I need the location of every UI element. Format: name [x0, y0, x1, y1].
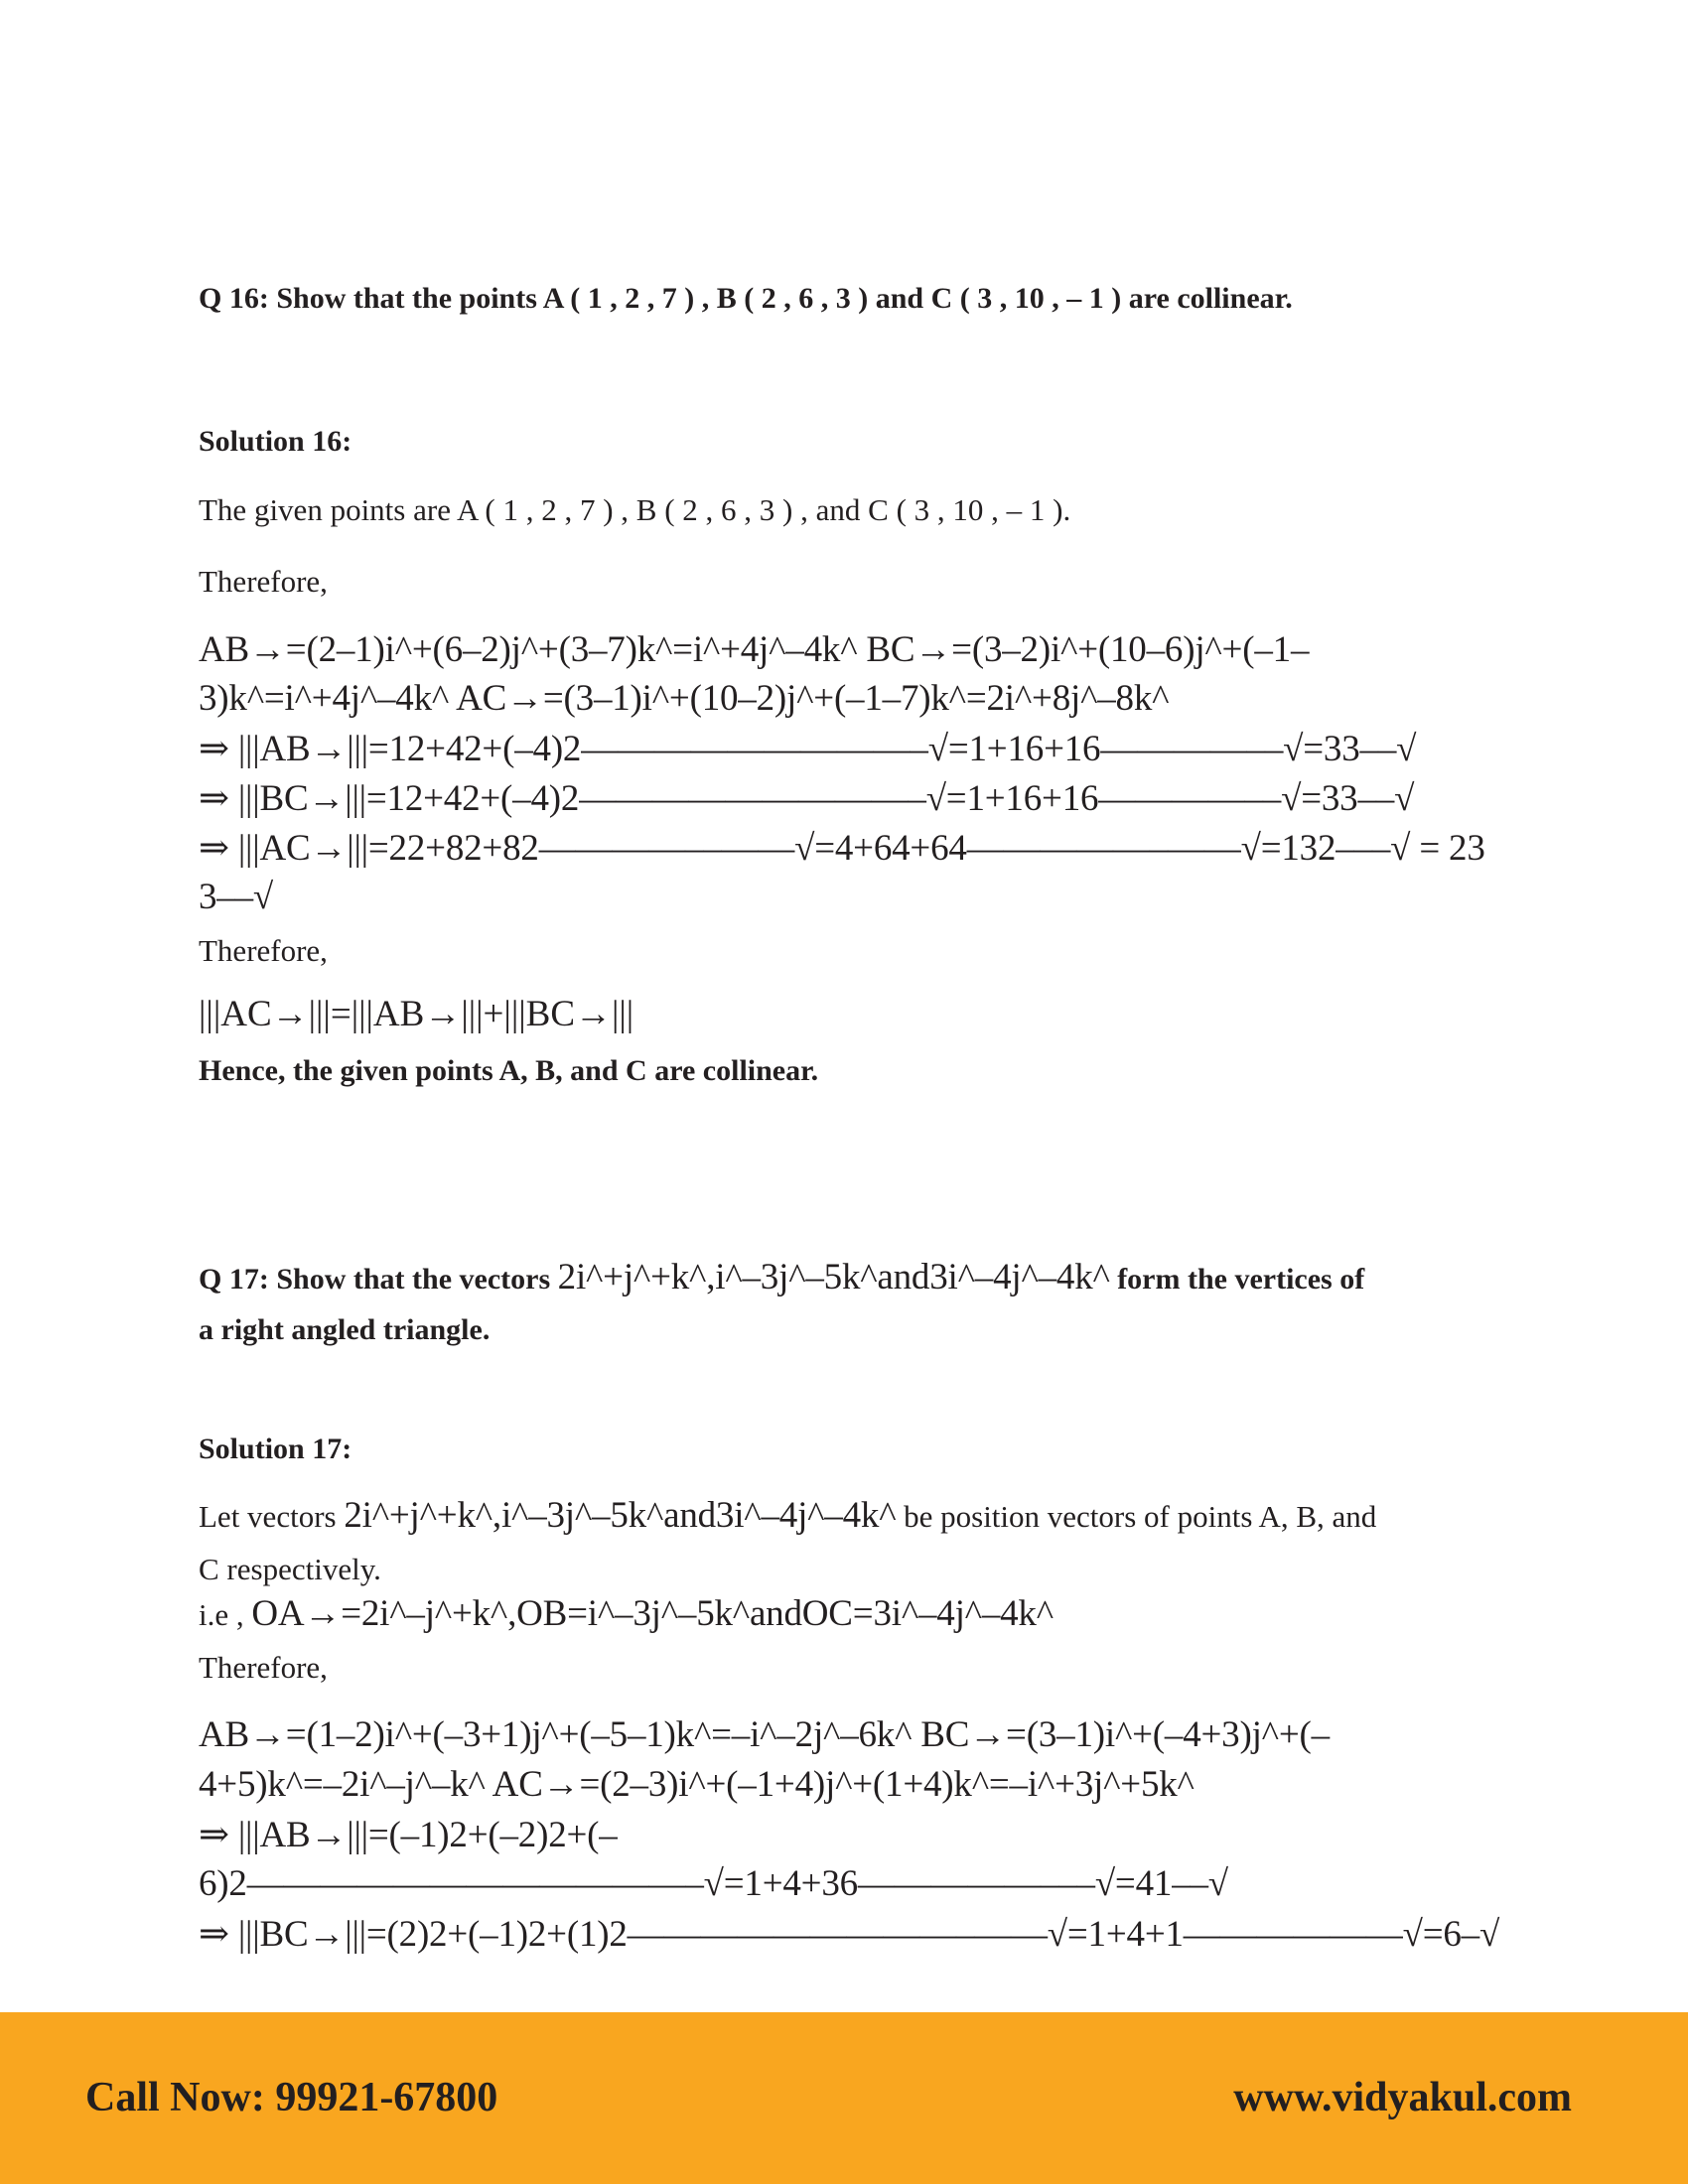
- q16-conclusion: Hence, the given points A, B, and C are collinear.: [199, 1054, 819, 1087]
- q17-let-part-1: Let vectors: [199, 1499, 345, 1534]
- q17-let-math: 2i^+j^+k^,i^–3j^–5k^and3i^–4j^–4k^: [344, 1495, 897, 1536]
- q16-relation: |||AC→|||=|||AB→|||+|||BC→|||: [199, 994, 634, 1034]
- q17-math-line-2: 4+5)k^=–2i^–j^–k^ AC→=(2–3)i^+(–1+4)j^+(1+4)k^=–i^+3j^+5k^: [199, 1764, 1195, 1805]
- q17-question-line-1: [199, 1256, 1364, 1298]
- q17-math-line-3: ⇒ |||AB→|||=(–1)2+(–2)2+(–: [199, 1815, 618, 1855]
- q17-ie-math: OA→=2i^–j^+k^,OB=i^–3j^–5k^andOC=3i^–4j^–4k^: [251, 1593, 1054, 1634]
- q17-solution-heading: Solution 17:: [199, 1433, 352, 1465]
- q17-question-part-1: Q 17: Show that the vectors: [199, 1263, 558, 1296]
- q16-therefore-2: Therefore,: [199, 933, 328, 968]
- q17-ie-line: [199, 1592, 1054, 1635]
- q17-question-line-2: a right angled triangle.: [199, 1313, 491, 1346]
- q17-therefore: Therefore,: [199, 1650, 328, 1685]
- q17-question-math: 2i^+j^+k^,i^–3j^–5k^and3i^–4j^–4k^: [557, 1257, 1110, 1297]
- q16-question: Q 16: Show that the points A ( 1 , 2 , 7 ) , B ( 2 , 6 , 3 ) and C ( 3 , 10 , – 1 ) are collinear.: [199, 282, 1293, 315]
- q16-given-points: The given points are A ( 1 , 2 , 7 ) , B ( 2 , 6 , 3 ) , and C ( 3 , 10 , – 1 ).: [199, 492, 1071, 527]
- q17-math-line-5: ⇒ |||BC→|||=(2)2+(–1)2+(1)2—————————–——√=1+4+1——————√=6–√: [199, 1914, 1500, 1955]
- q17-math-line-1: AB→=(1–2)i^+(–3+1)j^+(–5–1)k^=–i^–2j^–6k^ BC→=(3–1)i^+(–4+3)j^+(–: [199, 1714, 1330, 1755]
- q16-math-line-5: ⇒ |||AC→|||=22+82+82————––——√=4+64+64—————–——√=132–––√ = 23: [199, 828, 1485, 869]
- q16-math-line-3: ⇒ |||AB→|||=12+42+(–4)2—————————–√=1+16+16————––√=33––√: [199, 729, 1417, 769]
- call-now-text[interactable]: Call Now: 99921-67800: [85, 2075, 498, 2120]
- q16-math-line-2: 3)k^=i^+4j^–4k^ AC→=(3–1)i^+(10–2)j^+(–1–7)k^=2i^+8j^–8k^: [199, 678, 1170, 719]
- q17-let-part-2: be position vectors of points A, B, and: [896, 1499, 1377, 1534]
- q17-ie-prefix: i.e ,: [199, 1597, 252, 1632]
- q16-math-line-6: 3––√: [199, 877, 274, 917]
- q17-let-line-2: C respectively.: [199, 1552, 381, 1586]
- footer-banner: [0, 2012, 1688, 2184]
- q16-math-line-4: ⇒ |||BC→|||=12+42+(–4)2—————————–√=1+16+16————––√=33––√: [199, 778, 1415, 819]
- q16-math-line-1: AB→=(2–1)i^+(6–2)j^+(3–7)k^=i^+4j^–4k^ BC→=(3–2)i^+(10–6)j^+(–1–: [199, 629, 1310, 670]
- q17-let-line-1: [199, 1494, 1376, 1537]
- q16-therefore-1: Therefore,: [199, 564, 328, 599]
- q17-question-part-2: form the vertices of: [1109, 1263, 1365, 1296]
- website-link[interactable]: www.vidyakul.com: [1233, 2075, 1572, 2120]
- q16-solution-heading: Solution 16:: [199, 425, 352, 458]
- q17-math-line-4: 6)2————————————–√=1+4+36—————–––√=41––√: [199, 1863, 1228, 1904]
